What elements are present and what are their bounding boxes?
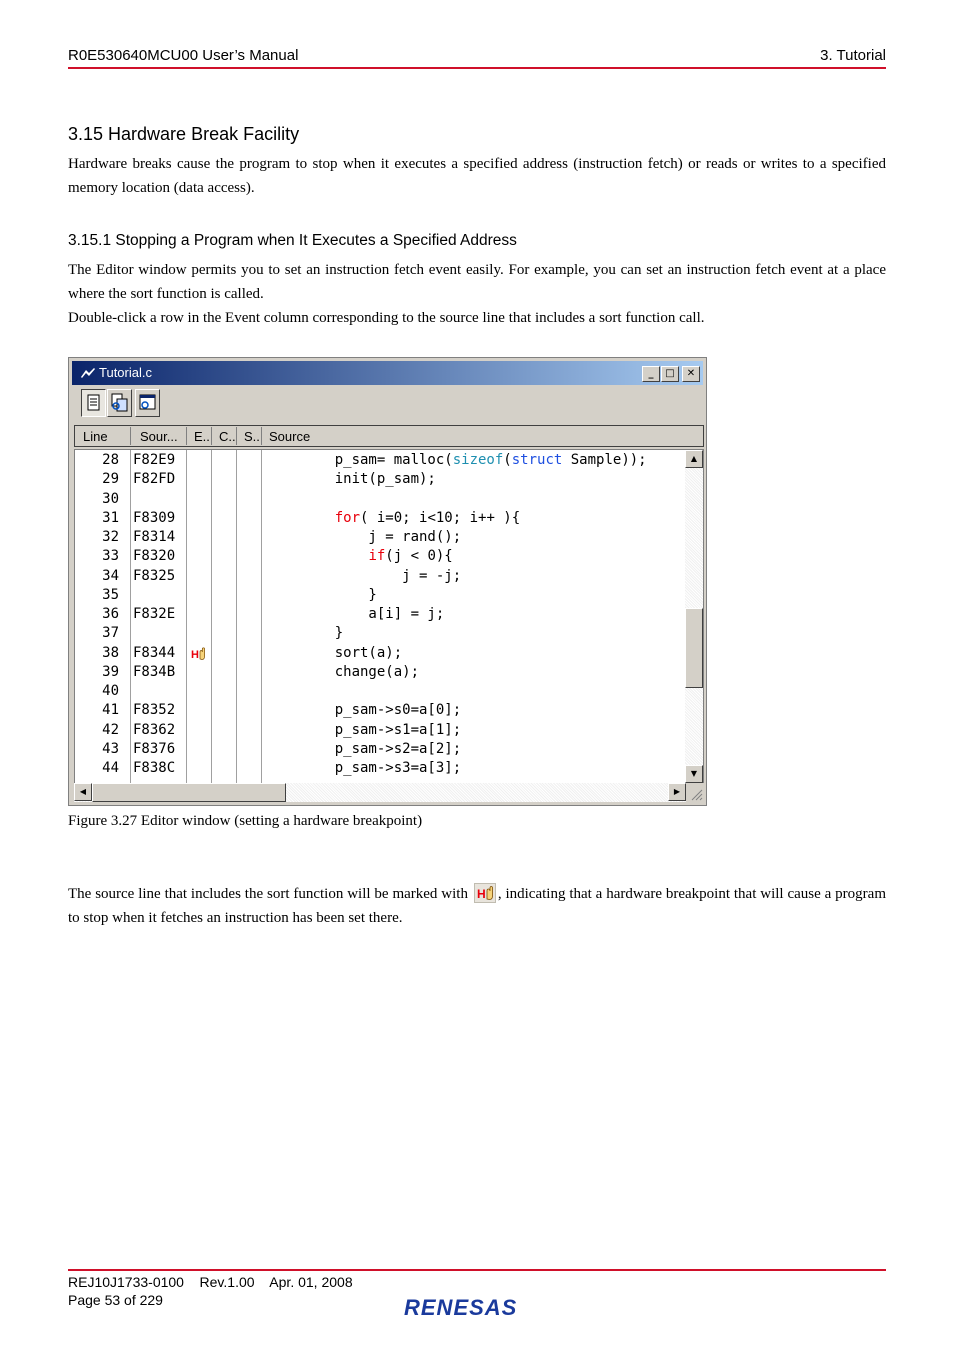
mixed-mode-button[interactable] [107,389,132,417]
scroll-left-button[interactable]: ◀ [74,783,92,801]
svg-text:H: H [476,886,486,901]
line-number: 41 [102,702,119,719]
source-mode-button[interactable] [81,389,106,417]
subsection-paragraph-2: Double-click a row in the Event column corresponding to the source line that includes a sort function call. [68,310,705,326]
line-number: 42 [102,721,119,738]
event-cell[interactable] [191,530,207,545]
subsection-paragraph-1: The Editor window permits you to set an instruction fetch event easily. For example, you can set an instruction fetch event at a place where the sort function is called. [68,262,886,302]
line-number: 40 [102,683,119,699]
column-header [74,425,704,447]
source-address: F832E [133,606,176,622]
source-row[interactable] [75,741,685,760]
event-cell[interactable] [191,492,207,507]
event-cell[interactable] [191,607,207,622]
line-number: 44 [102,760,119,776]
source-row[interactable] [75,722,685,741]
header-chapter: 3. Tutorial [820,47,886,64]
line-number: 30 [102,490,119,507]
maximize-button[interactable]: □ [661,366,679,382]
source-row[interactable] [75,548,685,567]
editor-file-icon [80,367,96,379]
source-code: p_sam->s2=a[2]; [301,740,462,757]
source-address: F82E9 [133,452,176,468]
minimize-button[interactable]: _ [642,366,660,382]
line-number: 37 [102,625,119,642]
source-address: F838C [133,760,176,776]
source-address: F8362 [133,721,176,738]
mixed-mode-icon [108,390,131,416]
event-cell[interactable] [191,569,207,584]
line-number: 36 [102,606,119,622]
header-manual-title: R0E530640MCU00 User’s Manual [68,47,299,64]
source-row[interactable] [75,625,685,644]
event-cell[interactable] [191,511,207,526]
source-code: } [301,586,377,603]
source-code: p_sam->s3=a[3]; [301,760,462,776]
line-number: 33 [102,548,119,565]
vertical-scroll-thumb[interactable] [685,608,703,688]
hardware-breakpoint-icon [474,883,496,903]
source-code: sort(a); [301,644,403,661]
source-code: for( i=0; i<10; i++ ){ [334,509,521,526]
source-row[interactable] [75,568,685,587]
closing-text-after-icon: , indicating that a hardware breakpoint that will cause a program to stop when it fetches an instruction has been set there. [68,886,886,926]
event-cell[interactable] [191,626,207,641]
event-cell[interactable] [191,646,207,661]
resize-grip[interactable] [686,783,704,802]
source-code: if(j < 0){ [368,548,453,565]
subsection-heading: 3.15.1 Stopping a Program when It Executes a Specified Address [68,232,517,249]
source-address: F8320 [133,548,176,565]
source-code: j = -j; [301,567,462,584]
section-intro: Hardware breaks cause the program to stop when it executes a specified address (instruction fetch) or reads or writes to a specified memory location (data access). [68,156,886,196]
line-number: 43 [102,740,119,757]
footer-doc-id: REJ10J1733-0100 Rev.1.00 Apr. 01, 2008 [68,1274,353,1290]
editor-title-bar[interactable] [72,361,703,385]
horizontal-scrollbar[interactable] [74,783,686,802]
source-row[interactable] [75,664,685,683]
line-number: 34 [102,567,119,584]
source-address: F8352 [133,702,176,719]
line-number: 31 [102,509,119,526]
renesas-logo [402,1294,552,1320]
column-line[interactable]: Line [83,429,108,444]
source-row[interactable] [75,760,685,779]
source-address: F8325 [133,567,176,584]
event-cell[interactable] [191,703,207,718]
source-row[interactable] [75,471,685,490]
disassembly-mode-button[interactable] [135,389,160,417]
column-source-address[interactable]: Sour... [140,429,178,444]
svg-text:H: H [191,648,199,661]
footer-rule [68,1269,886,1271]
source-row[interactable] [75,606,685,625]
scroll-up-button[interactable]: ▲ [685,450,703,468]
event-cell[interactable] [191,665,207,680]
footer-page-number: Page 53 of 229 [68,1292,163,1308]
column-event[interactable]: E.. [194,429,210,444]
closing-paragraph [68,882,886,930]
source-code: init(p_sam); [301,471,436,488]
line-number: 38 [102,644,119,661]
line-number: 32 [102,529,119,545]
source-code: p_sam= malloc(sizeof(struct Sample)); [301,452,647,468]
svg-text:RENESAS: RENESAS [404,1295,518,1320]
resize-grip-icon [686,783,704,802]
line-number: 35 [102,586,119,603]
source-code: } [301,625,344,642]
source-code: p_sam->s0=a[0]; [301,702,462,719]
scroll-down-button[interactable]: ▼ [685,765,703,783]
column-coverage[interactable]: C.. [219,429,236,444]
editor-title: Tutorial.c [99,365,152,380]
event-cell[interactable] [191,549,207,564]
source-row[interactable] [75,452,685,471]
source-row[interactable] [75,491,685,510]
hardware-breakpoint-icon [191,646,207,661]
column-source[interactable]: Source [269,429,311,444]
source-list[interactable] [74,449,704,784]
source-address: F8344 [133,644,176,661]
source-row[interactable] [75,529,685,548]
line-number: 29 [102,471,119,488]
page-header [68,47,886,69]
event-cell[interactable] [191,742,207,757]
closing-text-before-icon: The source line that includes the sort function will be marked with [68,886,468,902]
source-address: F834B [133,663,176,680]
event-cell[interactable] [191,588,207,603]
source-code: change(a); [301,663,420,680]
disassembly-mode-icon [136,390,159,416]
editor-window [68,357,707,806]
source-address: F8309 [133,509,176,526]
event-cell[interactable] [191,761,207,776]
event-cell[interactable] [191,684,207,699]
horizontal-scroll-thumb[interactable] [92,783,286,802]
line-number: 39 [102,663,119,680]
close-button[interactable]: ✕ [682,366,700,382]
source-code: j = rand(); [301,529,462,545]
source-row[interactable] [75,587,685,606]
scroll-right-button[interactable]: ▶ [668,783,686,801]
event-cell[interactable] [191,453,207,468]
event-cell[interactable] [191,723,207,738]
source-code: a[i] = j; [301,606,445,622]
section-heading: 3.15 Hardware Break Facility [68,124,300,144]
line-number: 28 [102,452,119,468]
event-cell[interactable] [191,472,207,487]
source-row[interactable] [75,702,685,721]
column-s[interactable]: S.. [244,429,260,444]
source-row[interactable] [75,645,685,664]
figure-caption: Figure 3.27 Editor window (setting a hardware breakpoint) [68,813,423,829]
source-row[interactable] [75,683,685,702]
source-mode-icon [82,390,105,416]
source-address: F8376 [133,740,176,757]
vertical-scrollbar[interactable] [685,450,703,783]
source-address: F8314 [133,529,176,545]
source-code: p_sam->s1=a[1]; [301,721,462,738]
source-address: F82FD [133,471,176,488]
source-row[interactable] [75,510,685,529]
